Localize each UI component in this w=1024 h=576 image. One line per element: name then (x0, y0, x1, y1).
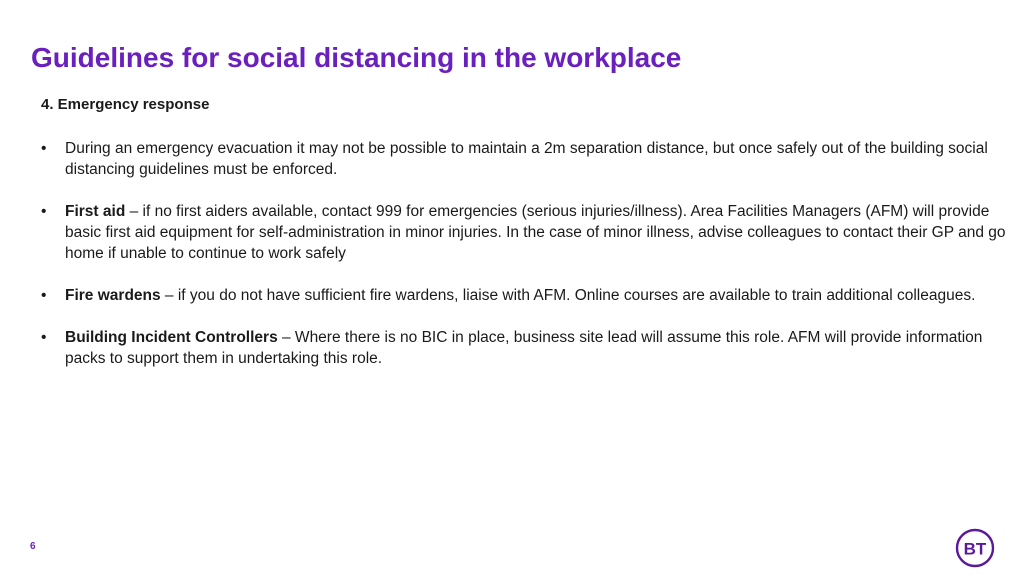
page-title: Guidelines for social distancing in the workplace (31, 42, 682, 73)
bullet-text: – Where there is no BIC in place, business site lead will assume this role. AFM will provide information packs to support them in undertaking this role. (65, 329, 983, 367)
bullet-text: – if no first aiders available, contact 999 for emergencies (serious injuries/illness). Area Facilities Managers (AFM) will provide basic first aid equipment for self-administration in minor injuries. In the case of minor illness, advise colleagues to contact their GP and go home if unable to continue to work safely (65, 203, 1006, 262)
bullet-item-fire-wardens (41, 285, 1013, 306)
bt-logo-text: BT (963, 539, 987, 559)
bullet-item-incident-controllers (41, 327, 1013, 369)
bullet-text: During an emergency evacuation it may not be possible to maintain a 2m separation distance, but once safely out of the building social distancing guidelines must be enforced. (65, 140, 988, 178)
bullet-dot: • (41, 140, 47, 157)
bullet-heading-first-aid: First aid (65, 203, 126, 220)
bullet-dot: • (41, 329, 47, 346)
bullet-heading-fire-wardens: Fire wardens (65, 287, 161, 304)
bt-logo-icon (955, 528, 995, 568)
page-number: 6 (30, 541, 36, 552)
bullet-list (41, 138, 1013, 390)
bullet-heading-incident-controllers: Building Incident Controllers (65, 329, 278, 346)
section-heading: 4. Emergency response (41, 96, 210, 113)
bullet-text: – if you do not have sufficient fire wardens, liaise with AFM. Online courses are available to train additional colleagues. (160, 287, 976, 304)
bullet-item-evacuation (41, 138, 1013, 180)
bullet-dot: • (41, 287, 47, 304)
bullet-item-first-aid (41, 201, 1013, 264)
bullet-dot: • (41, 203, 47, 220)
